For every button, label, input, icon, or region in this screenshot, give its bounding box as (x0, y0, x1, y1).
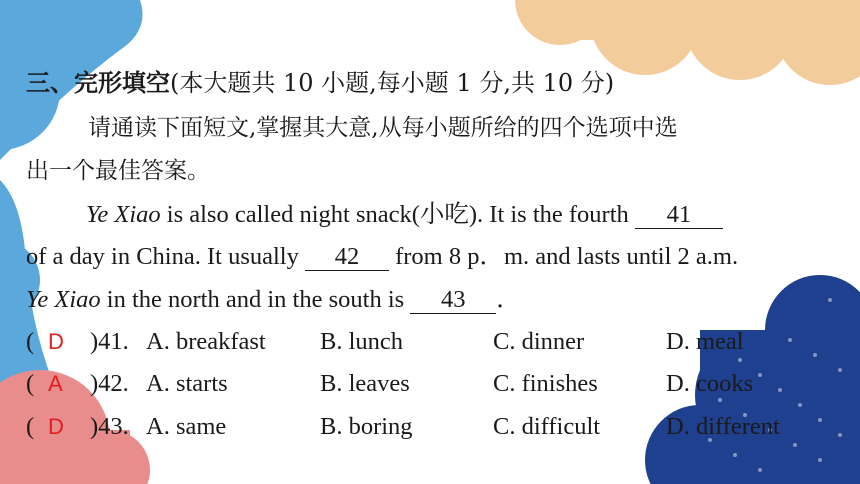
passage-text: is also called night snack(小吃). It is the fourth (160, 201, 635, 228)
question-number: )41. (90, 328, 129, 355)
option-c: C. finishes (493, 370, 598, 397)
section-heading (26, 68, 614, 98)
blank-42: 42 (305, 244, 389, 271)
option-b: B. boring (320, 413, 413, 440)
option-a: A. breakfast (146, 328, 266, 355)
option-b: B. lunch (320, 328, 404, 355)
section-title: 三、完形填空 (26, 68, 170, 97)
answer-mark: A (48, 371, 63, 396)
answer-mark: D (48, 414, 64, 439)
passage-text: from 8 p．m. and lasts until 2 a.m. (388, 243, 739, 270)
instructions-text-1: 请通读下面短文,掌握其大意,从每小题所给的四个选项中选 (88, 115, 678, 141)
question-open-paren: ( (26, 328, 35, 355)
option-b: B. leaves (320, 370, 410, 397)
option-a: A. same (146, 413, 227, 440)
question-open-paren: ( (26, 413, 35, 440)
passage-text: of a day in China. It usually (26, 243, 305, 270)
option-c: C. dinner (493, 328, 585, 355)
option-d: D. cooks (666, 370, 754, 397)
question-row (26, 369, 856, 399)
instructions-line-1 (88, 113, 678, 143)
passage-line-1 (86, 200, 723, 230)
question-row (26, 412, 856, 442)
option-c: C. difficult (493, 413, 601, 440)
blank-43: 43 (410, 287, 496, 314)
question-open-paren: ( (26, 370, 35, 397)
question-number: )43. (90, 413, 129, 440)
instructions-line-2 (26, 156, 210, 186)
passage-text: ． (496, 286, 521, 313)
passage-term-ye-xiao: Ye Xiao (86, 201, 161, 228)
question-row (26, 327, 856, 357)
option-d: D. meal (666, 328, 744, 355)
option-a: A. starts (146, 370, 228, 397)
passage-text: in the north and in the south is (100, 286, 411, 313)
blank-41: 41 (635, 202, 723, 229)
option-d: D. different (666, 413, 780, 440)
passage-line-2 (26, 242, 738, 272)
answer-mark: D (48, 329, 64, 354)
section-note: (本大题共 10 小题,每小题 1 分,共 10 分) (170, 69, 615, 97)
instructions-text-2: 出一个最佳答案。 (26, 158, 210, 184)
passage-term-ye-xiao: Ye Xiao (26, 286, 101, 313)
passage-line-3 (26, 285, 521, 315)
question-number: )42. (90, 370, 129, 397)
